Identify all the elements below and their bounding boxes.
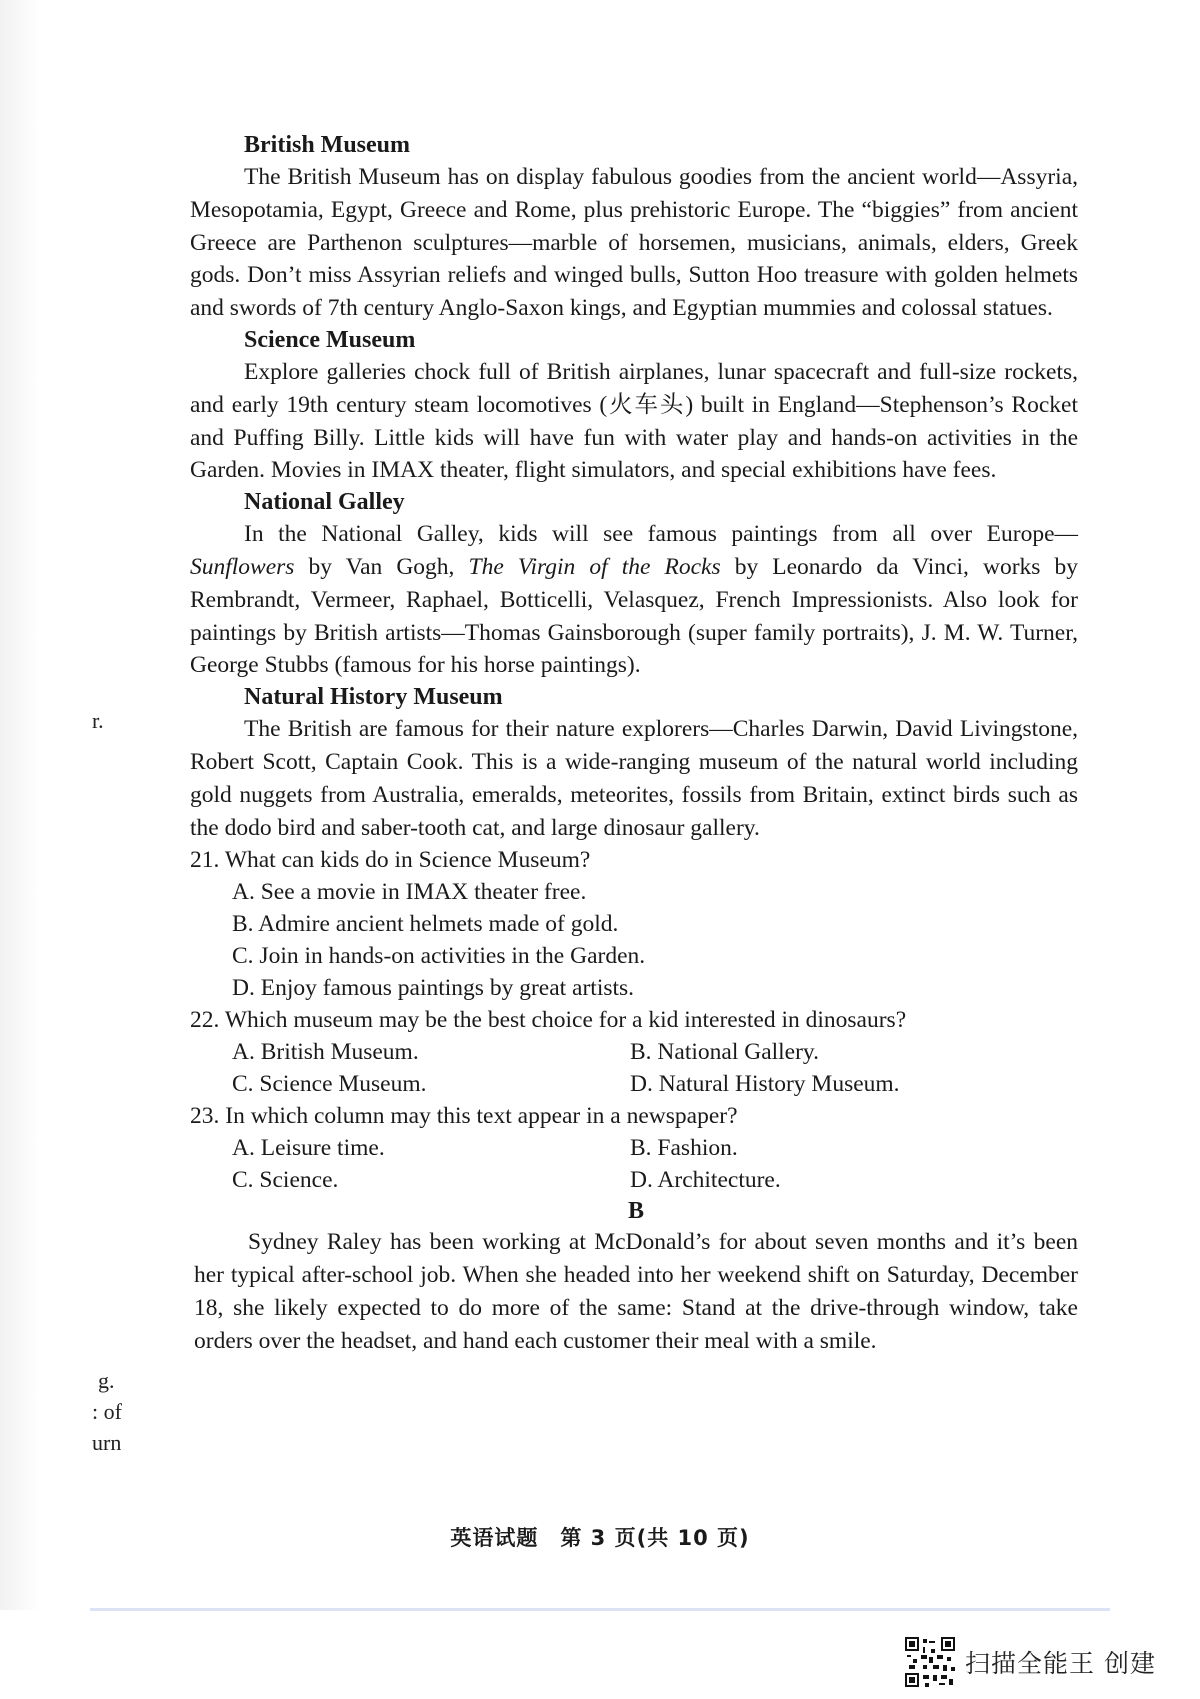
question-22-option-b: B. National Gallery. bbox=[630, 1039, 820, 1066]
national-galley-paragraph bbox=[190, 518, 1078, 682]
question-21 bbox=[190, 844, 1078, 1004]
question-23-stem: 23. In which column may this text appear in a newspaper? bbox=[190, 1103, 738, 1130]
painting-title-sunflowers: Sunflowers bbox=[190, 553, 295, 580]
margin-fragment: urn bbox=[92, 1430, 122, 1455]
question-22-options-row-1 bbox=[190, 1036, 1078, 1068]
question-21-option-c: C. Join in hands-on activities in the Garden. bbox=[232, 943, 646, 970]
question-21-stem: 21. What can kids do in Science Museum? bbox=[190, 847, 591, 874]
margin-fragment: : of bbox=[92, 1399, 122, 1424]
question-22-stem: 22. Which museum may be the best choice for a kid interested in dinosaurs? bbox=[190, 1007, 907, 1034]
science-museum-paragraph: Explore galleries chock full of British airplanes, lunar spacecraft and full-size rockets, and early 19th century steam locomotives (火车头) built in England—Stephenson’s Rocket and Puffing Billy. Little kids will have fun with water play and hands-on activities in the Garden. Movies in IMAX theater, flight simulators, and special exhibitions have fees. bbox=[190, 358, 1078, 484]
british-museum-paragraph: The British Museum has on display fabulous goodies from the ancient world—Assyria, Mesopotamia, Egypt, Greece and Rome, plus prehistoric Europe. The “biggies” from ancient Greece are Parthenon sculptures—marble of horsemen, musicians, animals, elders, Greek gods. Don’t miss Assyrian reliefs and winged bulls, Sutton Hoo treasure with golden helmets and swords of 7th century Anglo-Saxon kings, and Egyptian mummies and colossal statues. bbox=[190, 164, 1078, 322]
question-22-option-d: D. Natural History Museum. bbox=[630, 1071, 900, 1098]
question-23-option-b: B. Fashion. bbox=[630, 1135, 738, 1162]
scanner-watermark bbox=[905, 1636, 1156, 1688]
qr-code-icon bbox=[905, 1637, 955, 1687]
painting-title-virgin-of-the-rocks: The Virgin of the Rocks bbox=[468, 553, 721, 580]
passage-b-paragraph: Sydney Raley has been working at McDonald’s for about seven months and it’s been her typical after-school job. When she headed into her weekend shift on Saturday, December 18, she likely expected to do more of the same: Stand at the drive-through window, take orders over the headset, and hand each customer their meal with a smile. bbox=[194, 1229, 1078, 1354]
national-galley-text-1: In the National Galley, kids will see famous paintings from all over Europe— bbox=[244, 521, 1078, 548]
question-21-option-b: B. Admire ancient helmets made of gold. bbox=[232, 911, 619, 938]
question-23-option-c: C. Science. bbox=[232, 1167, 339, 1194]
science-museum-heading: Science Museum bbox=[244, 326, 416, 353]
natural-history-museum-paragraph: The British are famous for their nature explorers—Charles Darwin, David Livingstone, Robert Scott, Captain Cook. This is a wide-ranging museum of the natural world including gold nuggets from Australia, emeralds, meteorites, fossils from Britain, extinct birds such as the dodo bird and saber-tooth cat, and large dinosaur gallery. bbox=[190, 716, 1078, 841]
question-23-options-row-1 bbox=[190, 1132, 1078, 1164]
scan-shadow bbox=[0, 0, 40, 1610]
national-galley-text-3: by Leonardo da Vinci, works by Rembrandt, Vermeer, Raphael, Botticelli, Velasquez, French Impressionists. Also look for paintings by British artists—Thomas Gainsborough (super family portraits), J. M. W. Turner, George Stubbs (famous for his horse paintings). bbox=[190, 553, 1078, 679]
natural-history-museum-heading: Natural History Museum bbox=[244, 684, 503, 711]
page-footer: 英语试题 第 3 页(共 10 页) bbox=[450, 1526, 750, 1550]
question-22-option-a: A. British Museum. bbox=[232, 1039, 419, 1066]
watermark-text: 扫描全能王 创建 bbox=[965, 1649, 1156, 1678]
question-23-options-row-2 bbox=[190, 1164, 1078, 1196]
question-23 bbox=[190, 1100, 1078, 1196]
question-22-option-c: C. Science Museum. bbox=[232, 1071, 427, 1098]
national-galley-heading: National Galley bbox=[244, 489, 405, 516]
british-museum-heading: British Museum bbox=[244, 132, 411, 158]
question-22-options-row-2 bbox=[190, 1068, 1078, 1100]
passage-b-heading: B bbox=[627, 1198, 644, 1225]
question-22 bbox=[190, 1004, 1078, 1100]
reading-content bbox=[190, 130, 1078, 1358]
margin-fragment: g. bbox=[98, 1368, 115, 1393]
question-21-option-a: A. See a movie in IMAX theater free. bbox=[232, 879, 587, 906]
question-23-option-a: A. Leisure time. bbox=[232, 1135, 385, 1162]
national-galley-text-2: by Van Gogh, bbox=[294, 553, 469, 580]
scan-edge-line bbox=[90, 1608, 1110, 1611]
margin-fragment: r. bbox=[92, 708, 104, 733]
question-21-option-d: D. Enjoy famous paintings by great artists. bbox=[232, 975, 635, 1002]
question-23-option-d: D. Architecture. bbox=[630, 1167, 781, 1194]
